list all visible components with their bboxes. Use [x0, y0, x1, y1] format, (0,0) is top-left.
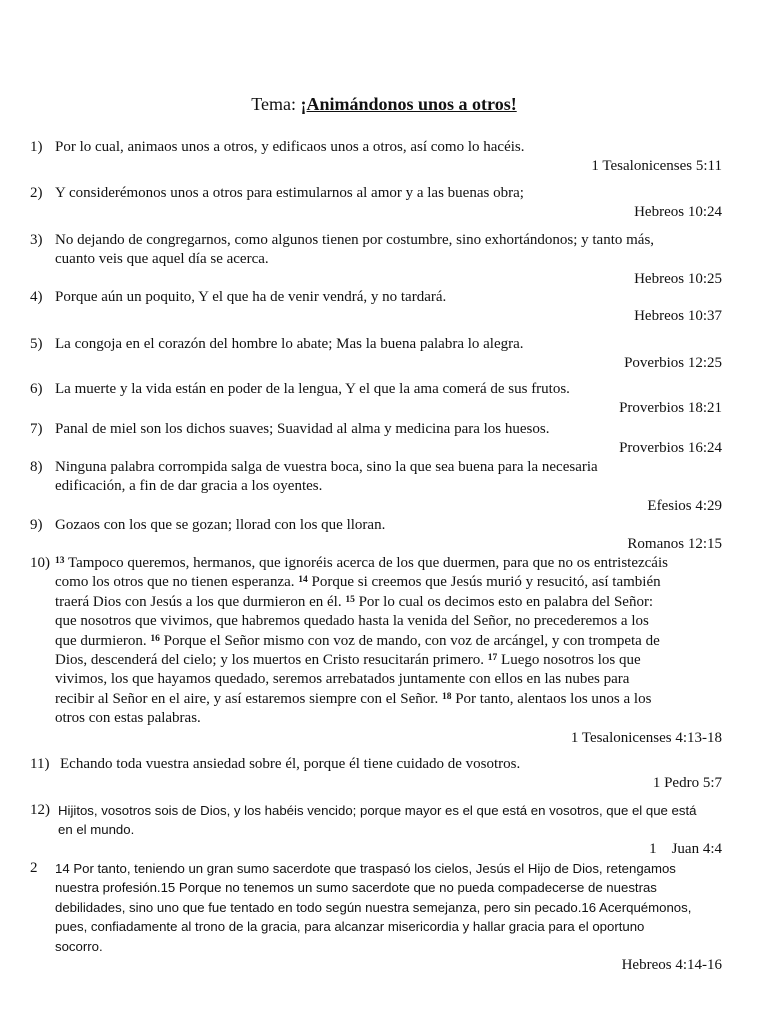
verse-line: Echando toda vuestra ansiedad sobre él, porque él tiene cuidado de vosotros.: [60, 756, 521, 772]
verse-item-6: [30, 380, 722, 419]
verse-reference: 1 Pedro 5:7: [652, 775, 722, 792]
verse-item-8: [30, 458, 722, 516]
verse-line: cuanto veis que aquel día se acerca.: [55, 251, 269, 268]
verse-item-3: [30, 231, 722, 289]
verse-item-11: [30, 755, 722, 794]
verse-reference: Poverbios 12:25: [624, 355, 722, 372]
item-number: 3): [30, 232, 43, 248]
item-number: 10): [30, 555, 50, 571]
verse-line: La congoja en el corazón del hombre lo abate; Mas la buena palabra lo alegra.: [55, 336, 524, 352]
verse-line: recibir al Señor en el aire, y así estaremos siempre con el Señor. $^{18}$ Por tanto, alentaos los unos a los: [55, 690, 652, 707]
title-emphasis: ¡Animándonos unos a otros!: [300, 94, 517, 114]
verse-line: Gozaos con los que se gozan; llorad con los que lloran.: [55, 517, 386, 533]
verse-reference: Proverbios 18:21: [619, 400, 722, 417]
verse-number: 18: [441, 691, 452, 702]
item-number: 4): [30, 289, 43, 305]
verse-reference: Hebreos 4:14-16: [621, 957, 722, 974]
verse-reference: Hebreos 10:37: [634, 308, 722, 325]
verse-reference: Proverbios 16:24: [619, 440, 722, 457]
verse-line: que durmieron. $^{16}$ Porque el Señor mismo con voz de mando, con voz de arcángel, y con trompeta de: [55, 632, 660, 649]
verse-line: Hijitos, vosotros sois de Dios, y los habéis vencido; porque mayor es el que está en vosotros, que el que está: [58, 803, 697, 818]
verse-reference: 1 Tesalonicenses 4:13-18: [570, 729, 722, 746]
verse-line: nuestra profesión.15 Porque no tenemos un sumo sacerdote que no pueda compadecerse de nuestras: [55, 880, 657, 896]
title-prefix: Tema:: [251, 94, 301, 114]
verse-line: debilidades, sino uno que fue tentado en todo según nuestra semejanza, pero sin pecado.16 Acerquémonos,: [55, 899, 692, 915]
verse-line: Porque aún un poquito, Y el que ha de venir vendrá, y no tardará.: [55, 289, 447, 305]
verse-reference: 1 Juan 4:4: [649, 840, 722, 857]
verse-item-2: [30, 184, 722, 223]
verse-number: 14: [298, 575, 308, 586]
verse-item-5: [30, 335, 722, 374]
verse-line: 14 Por tanto, teniendo un gran sumo sacerdote que traspasó los cielos, Jesús el Hijo de Dios, retengamos: [55, 861, 676, 876]
verse-item-1: [30, 138, 722, 177]
verse-line: en el mundo.: [58, 822, 135, 838]
verse-reference: Efesios 4:29: [647, 497, 722, 514]
verse-line: Dios, descenderá del cielo; y los muertos en Cristo resucitarán primero. $^{17}$ Luego nosotros los que: [55, 652, 641, 669]
verse-item-12: [30, 801, 722, 859]
verse-number: 13: [55, 556, 65, 566]
verse-line: Por lo cual, animaos unos a otros, y edificaos unos a otros, así como lo hacéis.: [55, 139, 525, 155]
verse-item-7: [30, 420, 722, 459]
verse-line: Ninguna palabra corrompida salga de vuestra boca, sino la que sea buena para la necesaria: [55, 459, 598, 475]
item-number: 6): [30, 381, 43, 397]
verse-line: socorro.: [55, 938, 103, 954]
item-number: 5): [30, 336, 43, 352]
verse-line: vivimos, los que hayamos quedado, seremos arrebatados juntamente con ellos en las nubes para: [55, 671, 630, 688]
item-number: 9): [30, 517, 43, 533]
verse-line: Y considerémonos unos a otros para estimularnos al amor y a las buenas obra;: [55, 185, 524, 201]
verse-line: como los otros que no tienen esperanza. $^{14}$ Porque si creemos que Jesús murió y resucitó, así también: [55, 574, 661, 591]
verse-line: que nosotros que vivimos, que habremos quedado hasta la venida del Señor, no precederemos a los: [55, 613, 649, 630]
verse-number: 17: [487, 653, 498, 664]
verse-line: La muerte y la vida están en poder de la lengua, Y el que la ama comerá de sus frutos.: [55, 381, 570, 397]
verse-reference: Hebreos 10:25: [634, 270, 722, 287]
item-number: 12): [30, 802, 50, 818]
item-number: 1): [30, 139, 43, 155]
verse-item-13: [30, 859, 722, 975]
verse-line: otros con estas palabras.: [55, 710, 201, 727]
item-number: 2): [30, 185, 43, 201]
item-number: 7): [30, 421, 43, 437]
verse-line: Panal de miel son los dichos suaves; Suavidad al alma y medicina para los huesos.: [55, 421, 550, 437]
verse-line: edificación, a fin de dar gracia a los oyentes.: [55, 478, 323, 495]
page-title: [0, 94, 768, 115]
item-number: 11): [30, 756, 50, 772]
verse-number: 15: [345, 594, 355, 605]
item-number: 8): [30, 459, 43, 475]
verse-reference: Hebreos 10:24: [634, 204, 722, 221]
verse-number: 16: [150, 633, 160, 644]
verse-line: No dejando de congregarnos, como algunos tienen por costumbre, sino exhortándonos; y tanto más,: [55, 232, 655, 248]
verse-item-10: [30, 554, 722, 748]
item-number: 2: [30, 860, 38, 876]
verse-line: traerá Dios con Jesús a los que durmieron en él. $^{15}$ Por lo cual os decimos esto en palabra del Señor:: [55, 593, 654, 610]
verse-line: $^{13}$ Tampoco queremos, hermanos, que ignoréis acerca de los que duermen, para que no os entristezcáis: [55, 555, 668, 571]
verse-line: pues, confiadamente al trono de la gracia, para alcanzar misericordia y hallar gracia para el oportuno: [55, 919, 645, 935]
verse-item-9: [30, 516, 722, 555]
verse-item-4: [30, 288, 722, 327]
verse-reference: 1 Tesalonicenses 5:11: [591, 158, 722, 175]
verse-reference: Romanos 12:15: [627, 536, 722, 553]
